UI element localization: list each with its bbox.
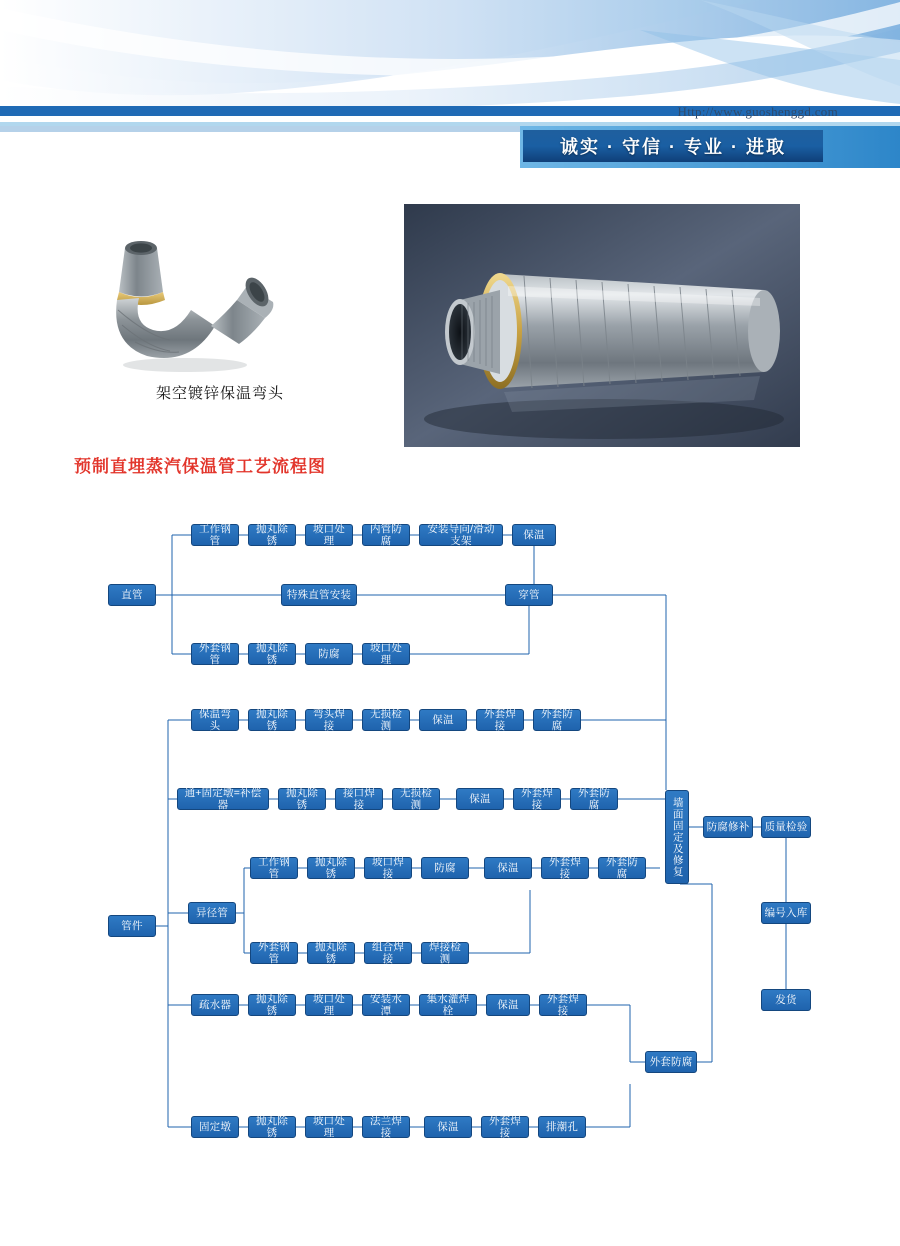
flow-node-n40: 焊接检测 <box>421 942 469 964</box>
flow-node-n38: 抛丸除锈 <box>307 942 355 964</box>
page-header <box>0 0 900 175</box>
flow-node-n11: 抛丸除锈 <box>248 643 296 665</box>
flow-node-n15: 抛丸除锈 <box>248 709 296 731</box>
product-image-pipe <box>404 204 800 447</box>
flow-node-n18: 保温 <box>419 709 467 731</box>
flow-node-n25: 保温 <box>456 788 504 810</box>
flow-node-n20: 外套防腐 <box>533 709 581 731</box>
flow-node-n28: 工作钢管 <box>250 857 298 879</box>
flow-node-n30: 坡口焊接 <box>364 857 412 879</box>
flow-node-n8: 特殊直管安装 <box>281 584 357 606</box>
flow-node-n50: 抛丸除锈 <box>248 1116 296 1138</box>
flow-node-n55: 排潮孔 <box>538 1116 586 1138</box>
flow-node-n59: 编号入库 <box>761 902 811 924</box>
product-caption-elbow: 架空镀锌保温弯头 <box>155 385 284 402</box>
flow-node-n23: 接口焊接 <box>335 788 383 810</box>
flow-node-n21: 通+固定墩=补偿器 <box>177 788 269 810</box>
flow-node-n45: 集水灌焊栓 <box>419 994 477 1016</box>
flow-node-n5: 安装导向/滑动支架 <box>419 524 503 546</box>
flow-node-n41: 疏水器 <box>191 994 239 1016</box>
product-image-elbow <box>95 230 345 380</box>
flow-node-n7: 直管 <box>108 584 156 606</box>
flow-node-n12: 防腐 <box>305 643 353 665</box>
flow-node-n24: 无损检测 <box>392 788 440 810</box>
flow-node-n53: 保温 <box>424 1116 472 1138</box>
flow-node-n37: 外套钢管 <box>250 942 298 964</box>
flow-node-n48: 外套防腐 <box>645 1051 697 1073</box>
flow-node-n58: 质量检验 <box>761 816 811 838</box>
flow-node-n9: 穿管 <box>505 584 553 606</box>
flow-node-n39: 组合焊接 <box>364 942 412 964</box>
flow-node-n60: 发货 <box>761 989 811 1011</box>
flow-node-n49: 固定墩 <box>191 1116 239 1138</box>
flow-node-n56: 墙面固定及修复 <box>665 790 689 884</box>
section-title: 预制直埋蒸汽保温管工艺流程图 <box>74 457 326 476</box>
website-url[interactable]: Http://www.guoshenggd.com <box>677 104 838 119</box>
flow-node-n17: 无损检测 <box>362 709 410 731</box>
flow-node-n16: 弯头焊接 <box>305 709 353 731</box>
flow-node-n34: 外套防腐 <box>598 857 646 879</box>
flow-node-n43: 坡口处理 <box>305 994 353 1016</box>
flow-node-n46: 保温 <box>486 994 530 1016</box>
company-slogan: 诚实 · 守信 · 专业 · 进取 <box>560 137 786 157</box>
flow-node-n4: 内管防腐 <box>362 524 410 546</box>
flow-node-n22: 抛丸除锈 <box>278 788 326 810</box>
flow-node-n1: 工作钢管 <box>191 524 239 546</box>
flow-node-n42: 抛丸除锈 <box>248 994 296 1016</box>
flow-node-n54: 外套焊接 <box>481 1116 529 1138</box>
flow-node-n57: 防腐修补 <box>703 816 753 838</box>
flow-node-n6: 保温 <box>512 524 556 546</box>
flow-node-n26: 外套焊接 <box>513 788 561 810</box>
flow-node-n52: 法兰焊接 <box>362 1116 410 1138</box>
flow-node-n19: 外套焊接 <box>476 709 524 731</box>
flow-node-n32: 保温 <box>484 857 532 879</box>
process-flowchart <box>0 500 900 1180</box>
flow-node-n29: 抛丸除锈 <box>307 857 355 879</box>
flow-node-n36: 管件 <box>108 915 156 937</box>
flow-node-n47: 外套焊接 <box>539 994 587 1016</box>
flow-node-n27: 外套防腐 <box>570 788 618 810</box>
flow-node-n35: 异径管 <box>188 902 236 924</box>
flow-node-n13: 坡口处理 <box>362 643 410 665</box>
flow-node-n2: 抛丸除锈 <box>248 524 296 546</box>
flow-node-n14: 保温弯头 <box>191 709 239 731</box>
flow-node-n10: 外套钢管 <box>191 643 239 665</box>
flow-node-n51: 坡口处理 <box>305 1116 353 1138</box>
flow-node-n31: 防腐 <box>421 857 469 879</box>
flow-node-n33: 外套焊接 <box>541 857 589 879</box>
flow-node-n44: 安装水潭 <box>362 994 410 1016</box>
flow-node-n3: 坡口处理 <box>305 524 353 546</box>
